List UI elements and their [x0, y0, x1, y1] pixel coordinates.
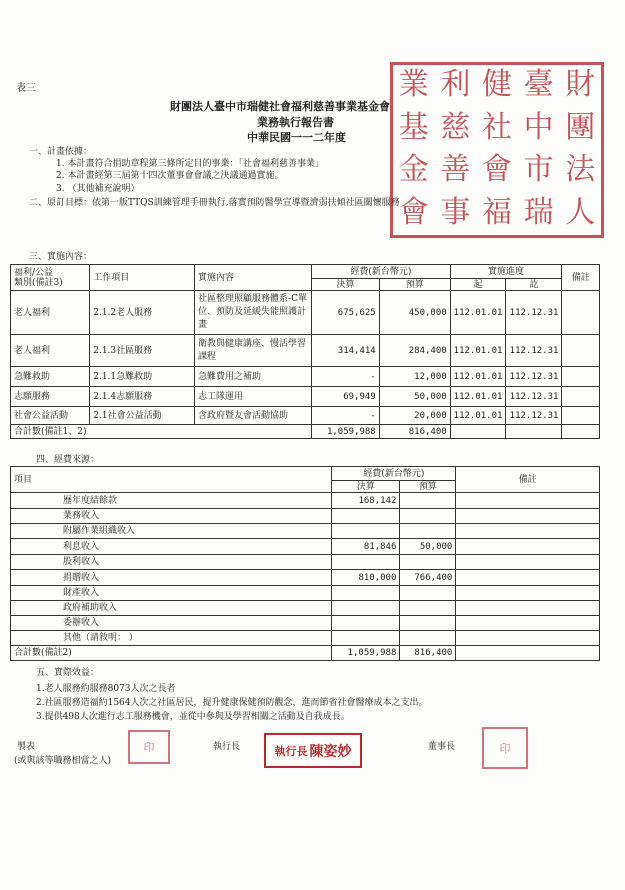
seal-glyph: 臺	[523, 67, 554, 102]
funding-table	[10, 466, 600, 661]
header-start: 起	[450, 279, 506, 291]
table-row: 政府補助收入	[11, 601, 600, 616]
table-row: 捐贈收入 810,000 766,400	[11, 570, 600, 586]
table-row: 社會公益活動 2.1社會公益活動 含政府暨友會活動協助 - 20,000 112.01.01 112.12.31	[11, 407, 600, 425]
seal-glyph: 財	[565, 67, 596, 102]
maker-label: 製表	[17, 742, 36, 752]
seal-glyph: 事	[440, 194, 471, 230]
table-row: 急難救助 2.1.1急難救助 急難費用之補助 - 12,000 112.01.01 112.12.31	[11, 367, 600, 387]
funding-header-note: 備註	[456, 467, 600, 493]
table-total-row: 合計數(備註1、2) 1,059,988 816,400	[11, 425, 600, 439]
section5-heading: 五、實際效益：	[36, 668, 100, 678]
table-row: 附屬作業組織收入	[11, 524, 600, 539]
maker-note: (或與該等職務相當之人)	[14, 756, 112, 766]
section1-item-1: 1. 本計畫符合捐助章程第三條所定目的事業：「社會福利慈善事業」	[56, 159, 324, 169]
table-row: 歷年度結餘款 168,142	[11, 493, 600, 509]
table-row: 老人福利 2.1.2老人服務 社區整理照顧服務體系-C單位、預防及延緩失能照護計畫 675,625 450,000 112.01.01 112.12.31	[11, 291, 600, 335]
maker-seal: 印	[128, 730, 170, 764]
report-title: 業務執行報告書	[257, 116, 334, 129]
seal-glyph: 瑞	[523, 194, 554, 230]
seal-glyph: 法	[565, 152, 596, 187]
section1-heading: 一、計畫依據：	[29, 147, 93, 157]
table-row: 志願服務 2.1.4志願服務 志工隊運用 69,949 50,000 112.01.01 112.12.31	[11, 387, 600, 407]
header-budget: 經費(新台幣元)	[312, 265, 450, 279]
funding-header-item: 項目	[11, 467, 332, 493]
seal-glyph: 利	[440, 67, 471, 102]
funding-header-planned: 預算	[400, 481, 456, 493]
benefit-item-1: 1.老人服務約服務8073人次之長者	[36, 684, 176, 694]
report-year: 中華民國一一二年度	[247, 131, 346, 144]
section1-item-2: 2. 本計畫經第三屆第十四次董事會會議之決議通過實施。	[56, 171, 284, 181]
seal-glyph: 人	[565, 194, 596, 230]
benefit-item-3: 3.提供498人次進行志工服務機會，並從中參與及學習相關之活動及自我成長。	[36, 712, 350, 722]
header-planned: 預算	[379, 279, 450, 291]
seal-glyph: 福	[481, 194, 512, 230]
table-row: 財產收入	[11, 586, 600, 601]
header-item: 工作項目	[90, 265, 195, 291]
seal-glyph: 健	[481, 67, 512, 102]
foundation-seal	[390, 62, 604, 238]
table-row: 老人福利 2.1.3社區服務 衛教與健康講座、慢活學習課程 314,414 284,400 112.01.01 112.12.31	[11, 335, 600, 367]
header-content: 實施內容	[195, 265, 312, 291]
chairman-seal: 印	[482, 727, 528, 769]
seal-glyph: 基	[398, 109, 429, 145]
org-name: 財團法人臺中市瑞健社會福利慈善事業基金會	[170, 100, 390, 113]
section4-heading: 四、經費來源：	[36, 455, 100, 465]
seal-glyph: 業	[398, 67, 429, 102]
header-end: 訖	[506, 279, 562, 291]
seal-glyph: 市	[523, 152, 554, 187]
benefit-item-2: 2.社區服務造福約1564人次之社區居民，提升健康保健預防觀念，進而節省社會醫療成本之支出。	[36, 698, 428, 708]
corner-label: 表三	[16, 83, 36, 94]
seal-glyph: 善	[440, 152, 471, 187]
table-total-row: 合計數(備註2) 1,059,988 816,400	[11, 646, 600, 661]
seal-glyph: 金	[398, 152, 429, 187]
section2-heading: 二、原訂目標：依第一版TTQS訓練管理手冊執行,落實預防醫學宣導暨濟弱扶傾社區關懷服務	[29, 198, 400, 208]
header-note: 備註	[562, 265, 600, 291]
implementation-table	[10, 264, 600, 439]
seal-glyph: 社	[481, 109, 512, 145]
table-row: 其他（請敘明： ）	[11, 631, 600, 646]
table-row: 股利收入	[11, 555, 600, 570]
table-row: 業務收入	[11, 509, 600, 524]
section1-item-3: 3. （其他補充說明）	[56, 184, 140, 194]
seal-glyph: 中	[523, 109, 554, 145]
table-row: 委辦收入	[11, 616, 600, 631]
funding-header-actual: 決算	[332, 481, 400, 493]
executive-label: 執行長	[213, 742, 241, 752]
seal-glyph: 會	[398, 194, 429, 230]
chairman-label: 董事長	[428, 742, 456, 752]
executive-seal: 執行長 陳姿妙	[264, 733, 362, 768]
header-actual: 決算	[312, 279, 380, 291]
seal-glyph: 慈	[440, 109, 471, 145]
seal-glyph: 團	[565, 109, 596, 145]
header-category: 福利/公益 類別(備註3)	[11, 265, 90, 291]
section3-heading: 三、實施內容：	[29, 252, 93, 262]
seal-glyph: 會	[481, 152, 512, 187]
table-row: 利息收入 81,846 50,000	[11, 539, 600, 555]
funding-header-budget: 經費(新台幣元)	[332, 467, 456, 481]
header-progress: 實施進度	[450, 265, 562, 279]
